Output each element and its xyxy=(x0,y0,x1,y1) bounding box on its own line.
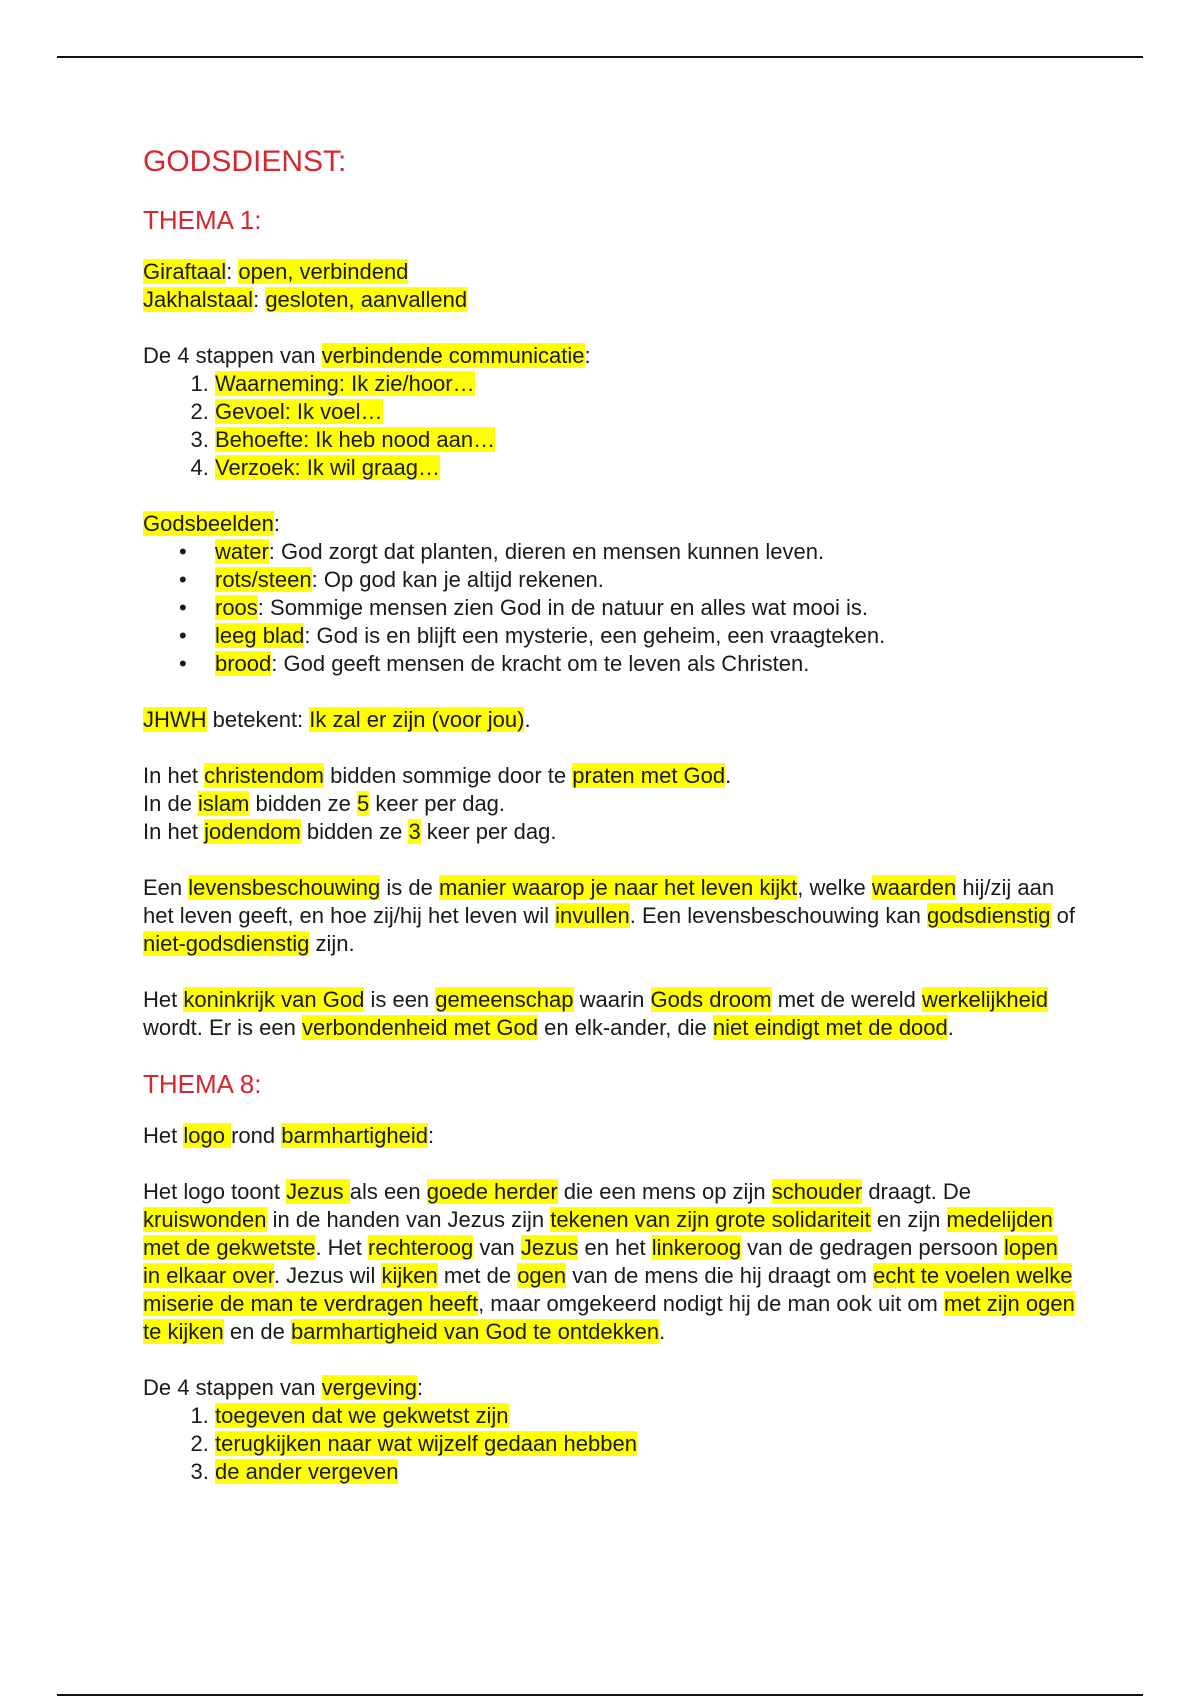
list-item xyxy=(215,454,1078,482)
highlight: werkelijkheid xyxy=(922,987,1048,1012)
bottom-rule xyxy=(57,1694,1143,1696)
highlight: waarden xyxy=(871,875,957,900)
list-item xyxy=(215,1402,1078,1430)
highlight: schouder xyxy=(771,1179,863,1204)
bullet-icon: • xyxy=(179,651,187,676)
count-jodendom: 3 xyxy=(408,819,421,844)
separator: : xyxy=(226,259,239,284)
prayer-christendom xyxy=(143,762,1078,790)
image-term: rots/steen xyxy=(215,567,312,592)
bullet-icon: • xyxy=(179,567,187,592)
text: waarin xyxy=(573,987,651,1012)
highlight: verbondenheid met God xyxy=(301,1015,539,1040)
term-christendom: christendom xyxy=(204,763,324,788)
text: . Een levensbeschouwing kan xyxy=(629,903,927,928)
text: en het xyxy=(578,1235,652,1260)
step-text: terugkijken naar wat wijzelf gedaan hebben xyxy=(215,1431,637,1456)
text: van de mens die hij draagt om xyxy=(566,1263,874,1288)
image-description: : Op god kan je altijd rekenen. xyxy=(311,567,604,592)
image-term: roos xyxy=(215,595,258,620)
highlight: tekenen van zijn grote solidariteit xyxy=(550,1207,871,1232)
term-jhwh: JHWH xyxy=(143,707,207,732)
separator: : xyxy=(253,287,266,312)
step-text: de ander vergeven xyxy=(215,1459,399,1484)
step-text: Gevoel: Ik voel… xyxy=(215,399,383,424)
text: hij/zij aan het leven geeft, en hoe zij/hij het leven wil xyxy=(143,875,1055,928)
levensbeschouwing-paragraph xyxy=(143,874,1078,958)
term-verbindende-communicatie: verbindende communicatie xyxy=(321,343,585,368)
text: is de xyxy=(380,875,439,900)
image-term: water xyxy=(215,539,269,564)
bullet-icon: • xyxy=(179,539,187,564)
term-barmhartigheid: barmhartigheid xyxy=(281,1123,428,1148)
logo-line xyxy=(143,1122,1078,1150)
list-item xyxy=(179,538,1078,566)
forgiveness-steps-list xyxy=(143,1402,1078,1486)
text: . Het xyxy=(315,1235,369,1260)
count-islam: 5 xyxy=(357,791,370,816)
term-jodendom: jodendom xyxy=(204,819,301,844)
highlight: koninkrijk van God xyxy=(183,987,365,1012)
highlight: niet eindigt met de dood xyxy=(712,1015,948,1040)
step-text: Waarneming: Ik zie/hoor… xyxy=(215,371,475,396)
jhwh-text: betekent: xyxy=(206,707,310,732)
text: : xyxy=(427,1123,435,1148)
image-description: : God is en blijft een mysterie, een geheim, een vraagteken. xyxy=(304,623,886,648)
theme8-heading: THEMA 8: xyxy=(143,1069,262,1099)
highlight: rechteroog xyxy=(368,1235,474,1260)
image-description: : Sommige mensen zien God in de natuur en alles wat mooi is. xyxy=(257,595,868,620)
list-item xyxy=(179,650,1078,678)
term-godsbeelden: Godsbeelden xyxy=(143,511,274,536)
text: in de handen van Jezus zijn xyxy=(266,1207,551,1232)
image-description: : God zorgt dat planten, dieren en mensen kunnen leven. xyxy=(268,539,825,564)
communication-steps-list xyxy=(143,370,1078,482)
list-item xyxy=(179,566,1078,594)
term-praten-met-god: praten met God xyxy=(572,763,726,788)
text: . xyxy=(725,763,732,788)
highlight: lopen in elkaar over xyxy=(143,1235,1058,1288)
text: is een xyxy=(364,987,436,1012)
text: met de wereld xyxy=(771,987,923,1012)
text: , maar omgekeerd nodigt hij de man ook uit om xyxy=(478,1291,944,1316)
godsbeelden-list xyxy=(143,538,1078,678)
text: bidden ze xyxy=(300,819,409,844)
list-item xyxy=(215,1430,1078,1458)
highlight: barmhartigheid van God te ontdekken xyxy=(291,1319,660,1344)
highlight: invullen xyxy=(555,903,630,928)
giraftaal-meaning: open, verbindend xyxy=(238,259,409,284)
term-logo: logo xyxy=(183,1123,232,1148)
jakhalstaal-line xyxy=(143,286,1078,314)
jhwh-meaning: Ik zal er zijn (voor jou) xyxy=(309,707,525,732)
text: bidden ze xyxy=(249,791,358,816)
image-term: leeg blad xyxy=(215,623,305,648)
text: met de xyxy=(437,1263,518,1288)
intro-colon: : xyxy=(416,1375,424,1400)
godsbeelden-label xyxy=(143,510,1078,538)
text: en de xyxy=(223,1319,291,1344)
highlight: Jezus xyxy=(520,1235,579,1260)
text: . Jezus wil xyxy=(273,1263,382,1288)
intro-text: De 4 stappen van xyxy=(143,343,322,368)
term-vergeving: vergeving xyxy=(321,1375,417,1400)
step-text: Verzoek: Ik wil graag… xyxy=(215,455,440,480)
text: Een xyxy=(143,875,189,900)
text: als een xyxy=(349,1179,427,1204)
text: Het logo toont xyxy=(143,1179,287,1204)
list-item xyxy=(215,398,1078,426)
text: keer per dag. xyxy=(420,819,557,844)
list-item xyxy=(179,622,1078,650)
highlight: godsdienstig xyxy=(926,903,1051,928)
highlight: met zijn ogen te kijken xyxy=(143,1291,1075,1344)
text: rond xyxy=(231,1123,282,1148)
highlight: goede herder xyxy=(426,1179,558,1204)
page-title: GODSDIENST: xyxy=(143,145,347,178)
text: en elk-ander, die xyxy=(538,1015,713,1040)
text: In het xyxy=(143,763,205,788)
text: . xyxy=(659,1319,666,1344)
jakhalstaal-meaning: gesloten, aanvallend xyxy=(265,287,468,312)
highlight: kijken xyxy=(381,1263,438,1288)
text: van de gedragen persoon xyxy=(741,1235,1005,1260)
step-text: toegeven dat we gekwetst zijn xyxy=(215,1403,509,1428)
intro-text: De 4 stappen van xyxy=(143,1375,322,1400)
text: . xyxy=(947,1015,954,1040)
image-description: : God geeft mensen de kracht om te leven als Christen. xyxy=(271,651,810,676)
text: van xyxy=(473,1235,521,1260)
list-item xyxy=(179,594,1078,622)
theme1-heading: THEMA 1: xyxy=(143,205,262,235)
document-body xyxy=(143,130,1078,1486)
image-term: brood xyxy=(215,651,272,676)
text: In het xyxy=(143,819,205,844)
text: draagt. De xyxy=(862,1179,972,1204)
list-item xyxy=(215,370,1078,398)
jhwh-line xyxy=(143,706,1078,734)
text: wordt. Er is een xyxy=(143,1015,302,1040)
term-giraftaal: Giraftaal xyxy=(143,259,227,284)
bullet-icon: • xyxy=(179,623,187,648)
forgiveness-steps-intro xyxy=(143,1374,1078,1402)
highlight: niet-godsdienstig xyxy=(143,931,310,956)
top-rule xyxy=(57,56,1143,58)
intro-colon: : xyxy=(584,343,591,368)
giraftaal-line xyxy=(143,258,1078,286)
text: keer per dag. xyxy=(369,791,506,816)
term-islam: islam xyxy=(198,791,250,816)
highlight: Jezus xyxy=(286,1179,350,1204)
highlight: ogen xyxy=(517,1263,567,1288)
text: In de xyxy=(143,791,199,816)
period: . xyxy=(524,707,531,732)
highlight: kruiswonden xyxy=(143,1207,267,1232)
logo-paragraph xyxy=(143,1178,1078,1346)
text: , welke xyxy=(797,875,872,900)
highlight: linkeroog xyxy=(651,1235,742,1260)
highlight: manier waarop je naar het leven kijkt xyxy=(439,875,798,900)
list-item xyxy=(215,426,1078,454)
bullet-icon: • xyxy=(179,595,187,620)
term-jakhalstaal: Jakhalstaal xyxy=(143,287,254,312)
prayer-islam xyxy=(143,790,1078,818)
text: Het xyxy=(143,987,184,1012)
text: en zijn xyxy=(870,1207,947,1232)
list-item xyxy=(215,1458,1078,1486)
label-colon: : xyxy=(273,511,281,536)
communication-steps-intro xyxy=(143,342,1078,370)
text: zijn. xyxy=(309,931,355,956)
koninkrijk-paragraph xyxy=(143,986,1078,1042)
highlight: Gods droom xyxy=(650,987,772,1012)
text: bidden sommige door te xyxy=(324,763,573,788)
step-text: Behoefte: Ik heb nood aan… xyxy=(215,427,496,452)
highlight: medelijden met de gekwetste xyxy=(143,1207,1053,1260)
text: of xyxy=(1050,903,1075,928)
highlight: gemeenschap xyxy=(435,987,574,1012)
text: Het xyxy=(143,1123,184,1148)
highlight: echt te voelen welke miserie de man te verdragen heeft xyxy=(143,1263,1073,1316)
highlight: levensbeschouwing xyxy=(188,875,381,900)
prayer-jodendom xyxy=(143,818,1078,846)
text: die een mens op zijn xyxy=(557,1179,772,1204)
